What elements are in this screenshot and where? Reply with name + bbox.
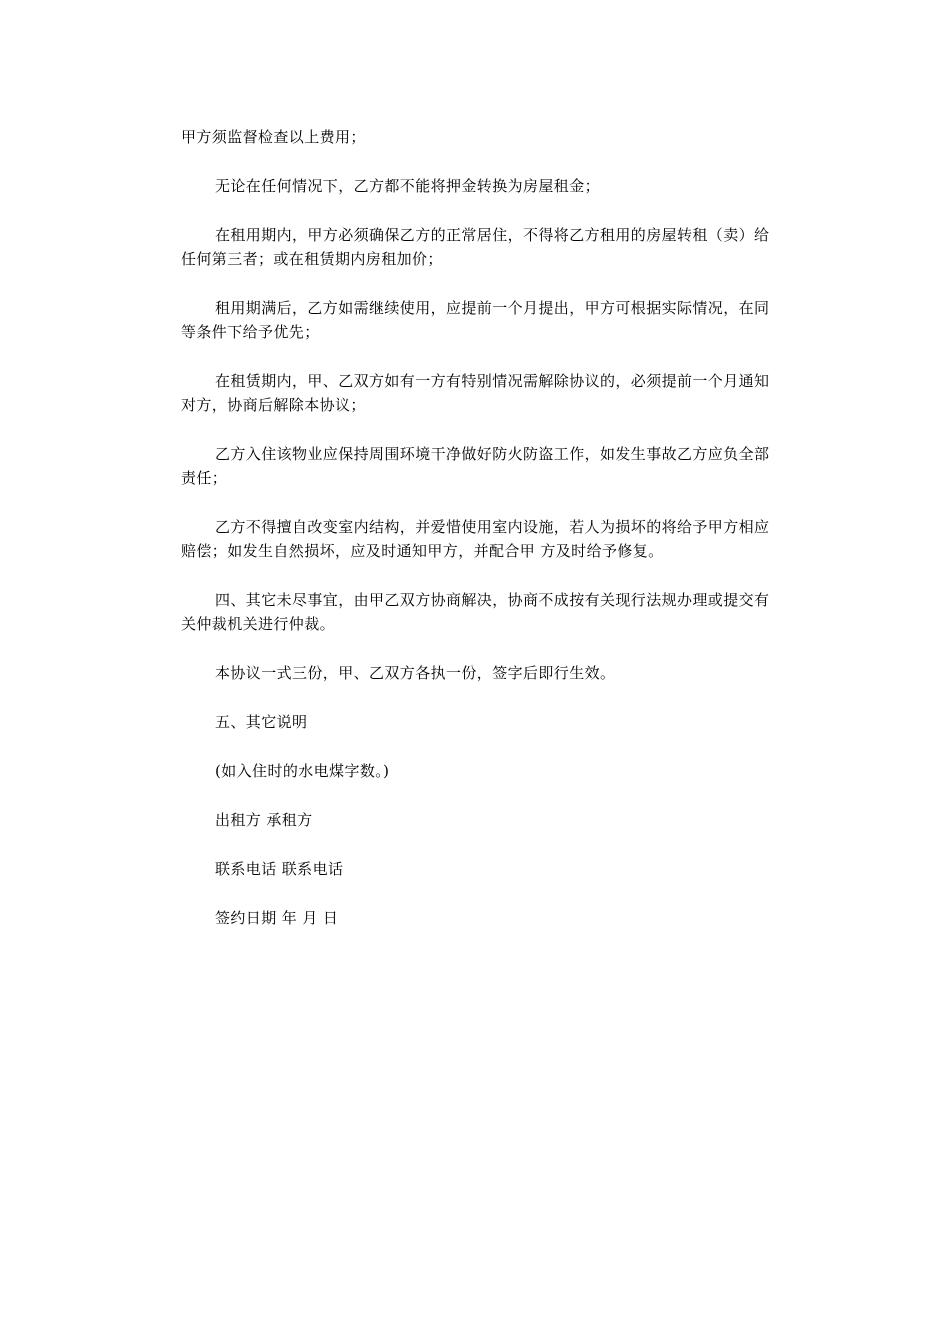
paragraph-deposit-rule: 无论在任何情况下，乙方都不能将押金转换为房屋租金； xyxy=(215,177,601,195)
signature-parties: 出租方 承租方 xyxy=(215,811,313,829)
document-body xyxy=(181,125,781,955)
paragraph-safety: 乙方入住该物业应保持周围环境干净做好防火防盗工作，如发生事故乙方应负全部责任； xyxy=(181,445,770,487)
signature-phones: 联系电话 联系电话 xyxy=(215,860,344,878)
paragraph-utility-note: (如入住时的水电煤字数。) xyxy=(215,762,390,780)
paragraph-no-sublet: 在租用期内，甲方必须确保乙方的正常居住，不得将乙方租用的房屋转租（卖）给任何第三者；或在租赁期内房租加价； xyxy=(181,226,770,268)
paragraph-other-matters: 四、其它未尽事宜，由甲乙双方协商解决，协商不成按有关现行法规办理或提交有关仲裁机关进行仲裁。 xyxy=(181,591,770,633)
paragraph-copies: 本协议一式三份，甲、乙双方各执一份，签字后即行生效。 xyxy=(215,664,616,682)
paragraph-renewal: 租用期满后，乙方如需继续使用，应提前一个月提出，甲方可根据实际情况，在同等条件下给予优先； xyxy=(181,299,770,341)
paragraph-termination: 在租赁期内，甲、乙双方如有一方有特别情况需解除协议的，必须提前一个月通知对方，协商后解除本协议； xyxy=(181,372,770,414)
paragraph-structure: 乙方不得擅自改变室内结构，并爱惜使用室内设施，若人为损坏的将给予甲方相应赔偿；如发生自然损坏，应及时通知甲方，并配合甲 方及时给予修复。 xyxy=(181,518,770,560)
section-heading-other-notes: 五、其它说明 xyxy=(215,713,308,731)
paragraph-supervise-fees: 甲方须监督检查以上费用； xyxy=(181,128,366,146)
signature-date: 签约日期 年 月 日 xyxy=(215,909,339,927)
